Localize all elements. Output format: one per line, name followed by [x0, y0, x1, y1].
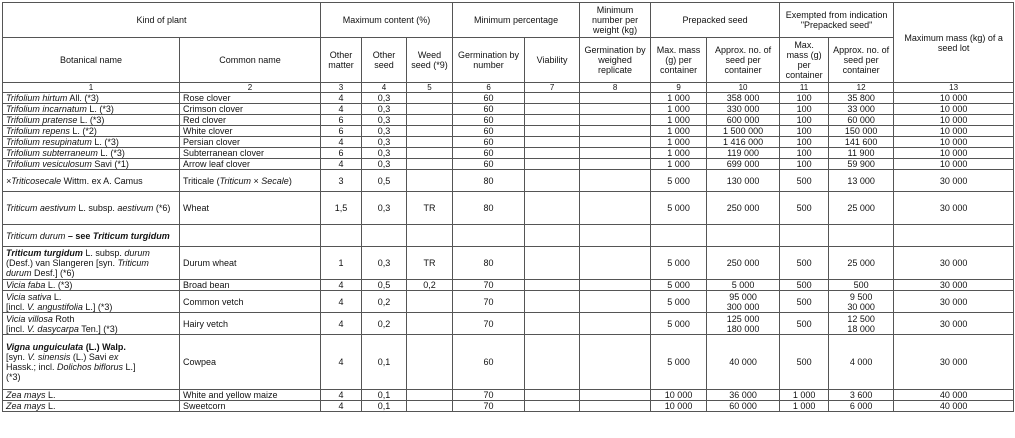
column-number-row — [3, 83, 1014, 93]
botanical-name: Trifolium vesiculosum Savi (*1) — [3, 159, 180, 170]
botanical-name-header: Botanical name — [3, 38, 180, 83]
other-seed: 0,3 — [362, 192, 407, 225]
botanical-name: Triticum durum – see Triticum turgidum — [3, 225, 180, 247]
weed-seed — [407, 313, 453, 335]
max-mass: 1 000 — [651, 137, 707, 148]
exempt-approx-no: 4 000 — [829, 335, 894, 390]
exempt-approx-no: 35 800 — [829, 93, 894, 104]
germination-by-number-header: Germination by number — [453, 38, 525, 83]
col-number: 3 — [321, 83, 362, 93]
other-matter: 3 — [321, 170, 362, 192]
germination-weighed — [580, 247, 651, 280]
botanical-name: Vigna unguiculata (L.) Walp. [syn. V. sinensis (L.) Savi ex Hassk.; incl. Dolichos biflorus L.] (*3) — [3, 335, 180, 390]
other-seed: 0,1 — [362, 335, 407, 390]
common-name: Broad bean — [180, 280, 321, 291]
col-number: 8 — [580, 83, 651, 93]
germination: 60 — [453, 137, 525, 148]
germination: 80 — [453, 192, 525, 225]
exempt-max-mass: 500 — [780, 280, 829, 291]
col-number: 9 — [651, 83, 707, 93]
common-name: Cowpea — [180, 335, 321, 390]
max-mass: 5 000 — [651, 170, 707, 192]
germination-weighed — [580, 93, 651, 104]
table-row — [3, 159, 1014, 170]
exempt-approx-no: 60 000 — [829, 115, 894, 126]
table-row — [3, 137, 1014, 148]
botanical-name: Zea mays L. — [3, 390, 180, 401]
other-seed: 0,2 — [362, 291, 407, 313]
max-content-header: Maximum content (%) — [321, 3, 453, 38]
weed-seed — [407, 159, 453, 170]
viability — [525, 126, 580, 137]
common-name: Durum wheat — [180, 247, 321, 280]
max-mass: 10 000 — [651, 401, 707, 412]
exempt-approx-no: 59 900 — [829, 159, 894, 170]
exempt-max-mass: 100 — [780, 115, 829, 126]
max-lot: 30 000 — [894, 291, 1014, 313]
botanical-name: Trifolium repens L. (*2) — [3, 126, 180, 137]
max-mass: 1 000 — [651, 115, 707, 126]
exempt-approx-no: 11 900 — [829, 148, 894, 159]
approx-no: 125 000 180 000 — [707, 313, 780, 335]
col-number: 13 — [894, 83, 1014, 93]
max-lot: 10 000 — [894, 137, 1014, 148]
exempt-approx-no: 13 000 — [829, 170, 894, 192]
botanical-name: Vicia sativa L. [incl. V. angustifolia L.] (*3) — [3, 291, 180, 313]
other-matter: 4 — [321, 159, 362, 170]
max-lot: 10 000 — [894, 159, 1014, 170]
max-mass: 5 000 — [651, 335, 707, 390]
weed-seed-header: Weed seed (*9) — [407, 38, 453, 83]
germination: 70 — [453, 390, 525, 401]
weed-seed — [407, 93, 453, 104]
weed-seed — [407, 170, 453, 192]
other-matter: 4 — [321, 401, 362, 412]
germination-weighed — [580, 401, 651, 412]
approx-no: 600 000 — [707, 115, 780, 126]
common-name: Sweetcorn — [180, 401, 321, 412]
other-matter: 4 — [321, 280, 362, 291]
max-mass-seed-lot-header: Maximum mass (kg) of a seed lot — [894, 3, 1014, 83]
exempt-approx-no: 33 000 — [829, 104, 894, 115]
germination: 60 — [453, 93, 525, 104]
approx-no-seed-header: Approx. no. of seed per container — [707, 38, 780, 83]
exempt-max-mass: 100 — [780, 93, 829, 104]
other-seed: 0,1 — [362, 401, 407, 412]
weed-seed — [407, 104, 453, 115]
germination-weighed — [580, 115, 651, 126]
exempt-max-mass: 1 000 — [780, 401, 829, 412]
max-mass: 1 000 — [651, 126, 707, 137]
common-name: Subterranean clover — [180, 148, 321, 159]
other-seed-header: Other seed — [362, 38, 407, 83]
weed-seed — [407, 291, 453, 313]
viability — [525, 115, 580, 126]
botanical-name: Zea mays L. — [3, 401, 180, 412]
viability — [525, 159, 580, 170]
viability — [525, 192, 580, 225]
exempt-max-mass: 100 — [780, 126, 829, 137]
germination: 70 — [453, 313, 525, 335]
approx-no: 40 000 — [707, 335, 780, 390]
col-number: 7 — [525, 83, 580, 93]
approx-no: 95 000 300 000 — [707, 291, 780, 313]
exempt-approx-no: 25 000 — [829, 247, 894, 280]
germination: 60 — [453, 148, 525, 159]
max-lot: 10 000 — [894, 148, 1014, 159]
exempt-approx-no: 500 — [829, 280, 894, 291]
col-number: 11 — [780, 83, 829, 93]
other-matter: 1,5 — [321, 192, 362, 225]
col-number: 5 — [407, 83, 453, 93]
max-mass: 5 000 — [651, 192, 707, 225]
other-matter: 4 — [321, 93, 362, 104]
other-seed: 0,3 — [362, 137, 407, 148]
other-seed: 0,3 — [362, 247, 407, 280]
col-number: 6 — [453, 83, 525, 93]
viability — [525, 313, 580, 335]
other-matter: 4 — [321, 291, 362, 313]
germination-weighed — [580, 148, 651, 159]
common-name: Arrow leaf clover — [180, 159, 321, 170]
seed-standards-table — [2, 2, 1014, 412]
max-mass: 1 000 — [651, 104, 707, 115]
botanical-name: Vicia villosa Roth [incl. V. dasycarpa Ten.] (*3) — [3, 313, 180, 335]
table-row — [3, 225, 1014, 247]
germination-weighed — [580, 291, 651, 313]
exempt-max-mass: 100 — [780, 159, 829, 170]
approx-no: 699 000 — [707, 159, 780, 170]
max-mass: 10 000 — [651, 390, 707, 401]
max-mass-container-header: Max. mass (g) per container — [651, 38, 707, 83]
botanical-name: Trifolium pratense L. (*3) — [3, 115, 180, 126]
viability — [525, 390, 580, 401]
weed-seed — [407, 335, 453, 390]
weed-seed — [407, 401, 453, 412]
weed-seed — [407, 390, 453, 401]
exempted-header: Exempted from indication "Prepacked seed" — [780, 3, 894, 38]
germination-weighed-header: Germination by weighed replicate — [580, 38, 651, 83]
common-name: Wheat — [180, 192, 321, 225]
germination: 60 — [453, 335, 525, 390]
max-mass: 5 000 — [651, 247, 707, 280]
header-row-2 — [3, 38, 1014, 83]
approx-no: 250 000 — [707, 247, 780, 280]
viability — [525, 247, 580, 280]
exempt-max-mass: 500 — [780, 247, 829, 280]
viability — [525, 335, 580, 390]
exempt-max-mass: 500 — [780, 291, 829, 313]
max-lot: 10 000 — [894, 93, 1014, 104]
exempt-max-mass-header: Max. mass (g) per container — [780, 38, 829, 83]
common-name: Red clover — [180, 115, 321, 126]
max-lot: 10 000 — [894, 115, 1014, 126]
approx-no: 358 000 — [707, 93, 780, 104]
other-seed: 0,3 — [362, 159, 407, 170]
other-seed: 0,5 — [362, 280, 407, 291]
max-lot: 30 000 — [894, 280, 1014, 291]
weed-seed: TR — [407, 192, 453, 225]
germination-weighed — [580, 137, 651, 148]
weed-seed: 0,2 — [407, 280, 453, 291]
germination-weighed — [580, 159, 651, 170]
germination: 80 — [453, 247, 525, 280]
botanical-name: Trifolium subterraneum L. (*3) — [3, 148, 180, 159]
viability — [525, 137, 580, 148]
table-row — [3, 148, 1014, 159]
max-mass: 5 000 — [651, 313, 707, 335]
botanical-name: Trifolium resupinatum L. (*3) — [3, 137, 180, 148]
germination: 60 — [453, 104, 525, 115]
viability — [525, 170, 580, 192]
prepacked-seed-header: Prepacked seed — [651, 3, 780, 38]
approx-no: 5 000 — [707, 280, 780, 291]
common-name: White clover — [180, 126, 321, 137]
col-number: 10 — [707, 83, 780, 93]
max-lot: 30 000 — [894, 170, 1014, 192]
germination: 60 — [453, 126, 525, 137]
other-matter: 4 — [321, 390, 362, 401]
common-name: White and yellow maize — [180, 390, 321, 401]
table-row — [3, 126, 1014, 137]
other-seed: 0,3 — [362, 115, 407, 126]
other-matter: 4 — [321, 335, 362, 390]
max-lot: 10 000 — [894, 126, 1014, 137]
viability-header: Viability — [525, 38, 580, 83]
weed-seed: TR — [407, 247, 453, 280]
germination-weighed — [580, 126, 651, 137]
weed-seed — [407, 148, 453, 159]
germination: 80 — [453, 170, 525, 192]
table-row — [3, 192, 1014, 225]
table-row — [3, 247, 1014, 280]
other-seed: 0,2 — [362, 313, 407, 335]
table-row — [3, 280, 1014, 291]
table-row — [3, 170, 1014, 192]
weed-seed — [407, 126, 453, 137]
common-name: Crimson clover — [180, 104, 321, 115]
viability — [525, 291, 580, 313]
other-matter: 1 — [321, 247, 362, 280]
common-name: Common vetch — [180, 291, 321, 313]
exempt-approx-no: 25 000 — [829, 192, 894, 225]
max-lot: 40 000 — [894, 401, 1014, 412]
viability — [525, 93, 580, 104]
max-mass: 5 000 — [651, 291, 707, 313]
table-row — [3, 104, 1014, 115]
other-matter-header: Other matter — [321, 38, 362, 83]
table-row — [3, 335, 1014, 390]
approx-no: 1 500 000 — [707, 126, 780, 137]
max-mass: 5 000 — [651, 280, 707, 291]
exempt-max-mass: 500 — [780, 335, 829, 390]
max-lot: 30 000 — [894, 313, 1014, 335]
col-number: 12 — [829, 83, 894, 93]
header-row-1 — [3, 3, 1014, 38]
other-matter: 4 — [321, 313, 362, 335]
weed-seed — [407, 115, 453, 126]
table-row — [3, 313, 1014, 335]
germination: 60 — [453, 159, 525, 170]
germination: 70 — [453, 280, 525, 291]
exempt-approx-no-header: Approx. no. of seed per container — [829, 38, 894, 83]
approx-no: 36 000 — [707, 390, 780, 401]
exempt-approx-no: 6 000 — [829, 401, 894, 412]
other-matter: 6 — [321, 126, 362, 137]
table-row — [3, 401, 1014, 412]
exempt-approx-no: 150 000 — [829, 126, 894, 137]
viability — [525, 280, 580, 291]
approx-no: 330 000 — [707, 104, 780, 115]
col-number: 4 — [362, 83, 407, 93]
exempt-approx-no: 141 600 — [829, 137, 894, 148]
common-name: Persian clover — [180, 137, 321, 148]
other-seed: 0,3 — [362, 104, 407, 115]
approx-no: 60 000 — [707, 401, 780, 412]
common-name: Rose clover — [180, 93, 321, 104]
germination: 60 — [453, 115, 525, 126]
col-number: 2 — [180, 83, 321, 93]
other-seed: 0,3 — [362, 126, 407, 137]
exempt-approx-no: 9 500 30 000 — [829, 291, 894, 313]
common-name-header: Common name — [180, 38, 321, 83]
exempt-max-mass: 1 000 — [780, 390, 829, 401]
min-percentage-header: Minimum percentage — [453, 3, 580, 38]
viability — [525, 401, 580, 412]
max-lot: 30 000 — [894, 335, 1014, 390]
botanical-name: Triticum turgidum L. subsp. durum (Desf.) van Slangeren [syn. Triticum durum Desf.] (*6) — [3, 247, 180, 280]
weed-seed — [407, 137, 453, 148]
max-mass: 1 000 — [651, 159, 707, 170]
table-row — [3, 115, 1014, 126]
other-matter: 4 — [321, 104, 362, 115]
germination-weighed — [580, 280, 651, 291]
col-number: 1 — [3, 83, 180, 93]
viability — [525, 104, 580, 115]
other-matter: 6 — [321, 115, 362, 126]
exempt-max-mass: 500 — [780, 313, 829, 335]
approx-no: 130 000 — [707, 170, 780, 192]
exempt-max-mass: 100 — [780, 104, 829, 115]
max-lot: 30 000 — [894, 192, 1014, 225]
viability — [525, 148, 580, 159]
exempt-approx-no: 3 600 — [829, 390, 894, 401]
other-seed: 0,5 — [362, 170, 407, 192]
table-row — [3, 390, 1014, 401]
germination: 70 — [453, 401, 525, 412]
exempt-max-mass: 500 — [780, 170, 829, 192]
other-seed: 0,1 — [362, 390, 407, 401]
approx-no: 1 416 000 — [707, 137, 780, 148]
other-matter: 4 — [321, 137, 362, 148]
approx-no: 250 000 — [707, 192, 780, 225]
germination-weighed — [580, 390, 651, 401]
botanical-name: Triticum aestivum L. subsp. aestivum (*6) — [3, 192, 180, 225]
approx-no: 119 000 — [707, 148, 780, 159]
max-lot: 40 000 — [894, 390, 1014, 401]
botanical-name: ×Triticosecale Wittm. ex A. Camus — [3, 170, 180, 192]
germination-weighed — [580, 192, 651, 225]
exempt-max-mass: 100 — [780, 137, 829, 148]
germination-weighed — [580, 170, 651, 192]
botanical-name: Trifolium hirtum All. (*3) — [3, 93, 180, 104]
common-name: Hairy vetch — [180, 313, 321, 335]
max-mass: 1 000 — [651, 93, 707, 104]
germination: 70 — [453, 291, 525, 313]
germination-weighed — [580, 313, 651, 335]
germination-weighed — [580, 335, 651, 390]
botanical-name: Vicia faba L. (*3) — [3, 280, 180, 291]
common-name: Triticale (Triticum × Secale) — [180, 170, 321, 192]
exempt-max-mass: 100 — [780, 148, 829, 159]
max-lot: 10 000 — [894, 104, 1014, 115]
exempt-max-mass: 500 — [780, 192, 829, 225]
other-matter: 6 — [321, 148, 362, 159]
botanical-name: Trifolium incarnatum L. (*3) — [3, 104, 180, 115]
kind-of-plant-header: Kind of plant — [3, 3, 321, 38]
max-lot: 30 000 — [894, 247, 1014, 280]
table-row — [3, 93, 1014, 104]
min-number-per-weight-header: Minimum number per weight (kg) — [580, 3, 651, 38]
exempt-approx-no: 12 500 18 000 — [829, 313, 894, 335]
table-row — [3, 291, 1014, 313]
max-mass: 1 000 — [651, 148, 707, 159]
other-seed: 0,3 — [362, 148, 407, 159]
other-seed: 0,3 — [362, 93, 407, 104]
germination-weighed — [580, 104, 651, 115]
